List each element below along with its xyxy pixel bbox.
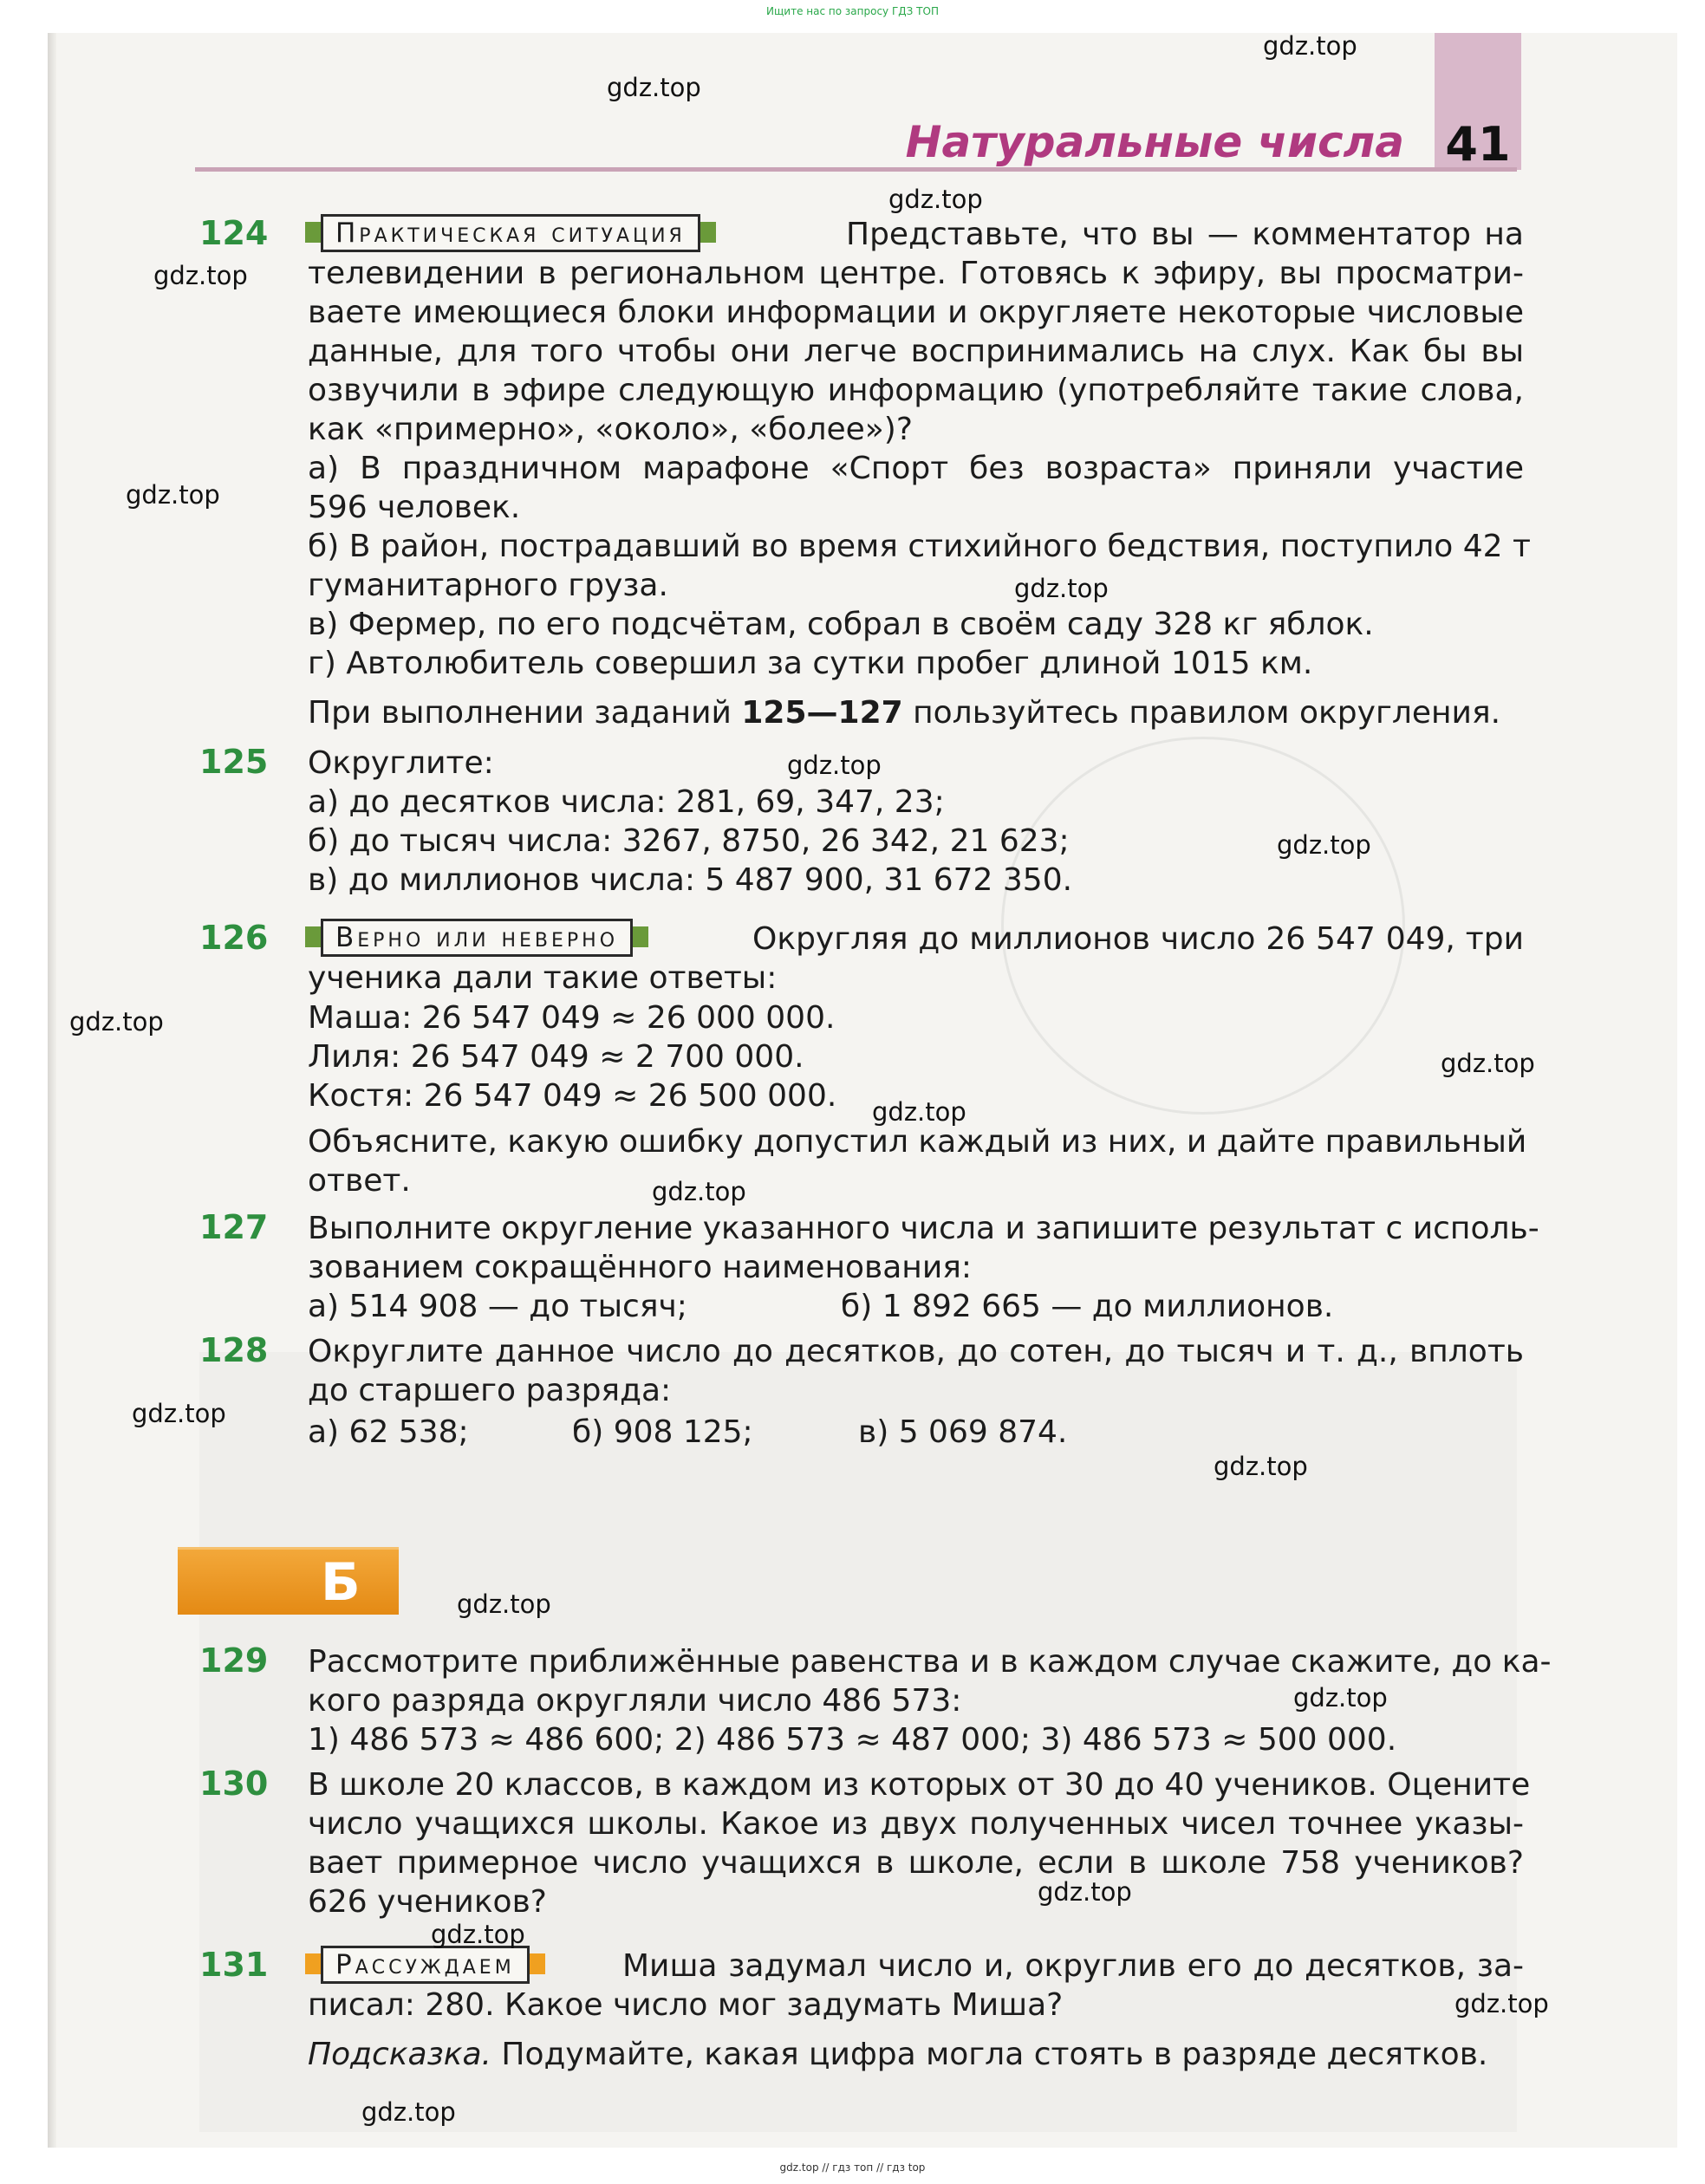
option-b: б) до тысяч числа: 3267, 8750, 26 342, 21 623; [308,823,1070,859]
tag-marker-left [305,1953,321,1974]
exercise-tag-row [305,1947,545,1986]
option-a: а) до десятков числа: 281, 69, 347, 23; [308,784,945,820]
text-line: Объясните, какую ошибку допустил каждый из них, и дайте правильный [308,1124,1527,1160]
exercise-tag-row [305,920,648,959]
header-rule [195,167,1517,172]
option-a: а) 62 538; [308,1414,469,1450]
text-line: озвучили в эфире следующую информацию (употребляйте такие слова, [308,373,1524,408]
tag-marker-left [305,222,321,243]
note-text: При выполнении заданий [308,695,742,731]
text-line: писал: 280. Какое число мог задумать Миша? [308,1987,1064,2023]
text-line: число учащихся школы. Какое из двух полученных чисел точнее указы- [308,1806,1524,1842]
rounding-rule-note [308,693,1500,732]
watermark: gdz.top [457,1589,551,1619]
answer-kostya: Костя: 26 547 049 ≈ 26 500 000. [308,1078,837,1114]
hint [308,2035,1487,2074]
text-line: Представьте, что вы — комментатор на [846,217,1524,252]
tag-marker-right [530,1953,545,1974]
exercise-number: 131 [199,1946,269,1984]
text-line: кого разряда округляли число 486 573: [308,1683,962,1719]
text-line: ответ. [308,1163,411,1199]
text-line: данные, для того чтобы они легче воспринимались на слух. Как бы вы [308,334,1524,369]
watermark: gdz.top [1263,31,1357,61]
watermark: gdz.top [1038,1877,1132,1907]
exercise-tag: Верно или неверно [321,919,633,957]
exercise-tag-row [305,215,716,255]
exercise-number: 128 [199,1331,269,1369]
option-c: в) до миллионов числа: 5 487 900, 31 672 350. [308,862,1073,898]
top-note: Ищите нас по запросу ГДЗ ТОП [766,5,939,17]
text-line: зованием сокращённого наименования: [308,1250,973,1285]
text-line: Выполните округление указанного числа и запишите результат с исполь- [308,1211,1539,1246]
text-line: вает примерное число учащихся в школе, если в школе 758 учеников? [308,1845,1524,1881]
option-b: б) В район, пострадавший во время стихийного бедствия, поступило 42 т [308,529,1531,564]
note-bold-range: 125—127 [741,695,903,731]
text-line: 626 учеников? [308,1884,547,1920]
exercise-number: 126 [199,919,269,957]
watermark: gdz.top [872,1097,966,1127]
bottom-note: gdz.top // гдз топ // гдз top [779,2161,926,2174]
option-b: б) 1 892 665 — до миллионов. [841,1289,1334,1324]
exercise-number: 130 [199,1765,269,1803]
watermark: gdz.top [1293,1683,1388,1713]
text-line: Рассмотрите приближённые равенства и в каждом случае скажите, до ка- [308,1644,1552,1680]
chapter-title: Натуральные числа [905,117,1404,167]
watermark: gdz.top [652,1177,746,1206]
text-line: ученика дали такие ответы: [308,960,778,996]
watermark: gdz.top [888,185,983,214]
watermark: gdz.top [126,480,220,510]
text-line: телевидении в региональном центре. Готовясь к эфиру, вы просматри- [308,256,1524,291]
text-line: Миша задумал число и, округлив его до десятков, за- [622,1948,1524,1984]
watermark: gdz.top [1214,1452,1308,1481]
text-line: Округляя до миллионов число 26 547 049, три [752,921,1524,957]
text-line: 596 человек. [308,490,521,525]
watermark: gdz.top [1277,830,1371,860]
difficulty-level-badge [178,1547,399,1615]
watermark: gdz.top [1454,1989,1549,2018]
watermark: gdz.top [153,261,248,290]
watermark: gdz.top [361,2097,456,2127]
watermark: gdz.top [787,751,882,780]
text-line: до старшего разряда: [308,1373,672,1408]
text-line: как «примерно», «около», «более»)? [308,412,913,447]
page-binding-edge [48,33,56,2148]
option-a: а) В праздничном марафоне «Спорт без возраста» приняли участие [308,451,1524,486]
exercise-number: 125 [199,743,269,781]
exercise-tag: Практическая ситуация [321,214,700,252]
hint-label: Подсказка. [308,2037,491,2072]
text-line: Округлите: [308,745,494,781]
answer-lilya: Лиля: 26 547 049 ≈ 2 700 000. [308,1039,804,1075]
watermark: gdz.top [132,1399,226,1428]
option-b: б) 908 125; [572,1414,753,1450]
exercise-number: 129 [199,1641,269,1680]
watermark: gdz.top [1441,1049,1535,1078]
level-letter: Б [321,1552,361,1613]
exercise-number: 124 [199,214,269,252]
option-a: а) 514 908 — до тысяч; [308,1289,687,1324]
exercise-number: 127 [199,1208,269,1246]
watermark: gdz.top [431,1920,525,1949]
text-line: гуманитарного груза. [308,568,668,603]
option-d: г) Автолюбитель совершил за сутки пробег длиной 1015 км. [308,646,1313,681]
exercise-tag: Рассуждаем [321,1946,530,1984]
watermark: gdz.top [69,1007,164,1037]
text-line: В школе 20 классов, в каждом из которых от 30 до 40 учеников. Оцените [308,1767,1531,1803]
hint-text: Подумайте, какая цифра могла стоять в разряде десятков. [491,2037,1488,2072]
watermark: gdz.top [607,73,701,102]
page-number: 41 [1445,117,1511,172]
text-line: ваете имеющиеся блоки информации и округляете некоторые числовые [308,295,1524,330]
tag-marker-right [633,926,648,947]
tag-marker-left [305,926,321,947]
text-line: Округлите данное число до десятков, до сотен, до тысяч и т. д., вплоть [308,1334,1524,1369]
option-c: в) 5 069 874. [858,1414,1068,1450]
tag-marker-right [700,222,716,243]
equalities: 1) 486 573 ≈ 486 600; 2) 486 573 ≈ 487 000; 3) 486 573 ≈ 500 000. [308,1722,1397,1758]
note-text: пользуйтесь правилом округления. [902,695,1501,731]
option-c: в) Фермер, по его подсчётам, собрал в своём саду 328 кг яблок. [308,607,1374,642]
watermark: gdz.top [1014,574,1109,603]
answer-masha: Маша: 26 547 049 ≈ 26 000 000. [308,1000,836,1036]
